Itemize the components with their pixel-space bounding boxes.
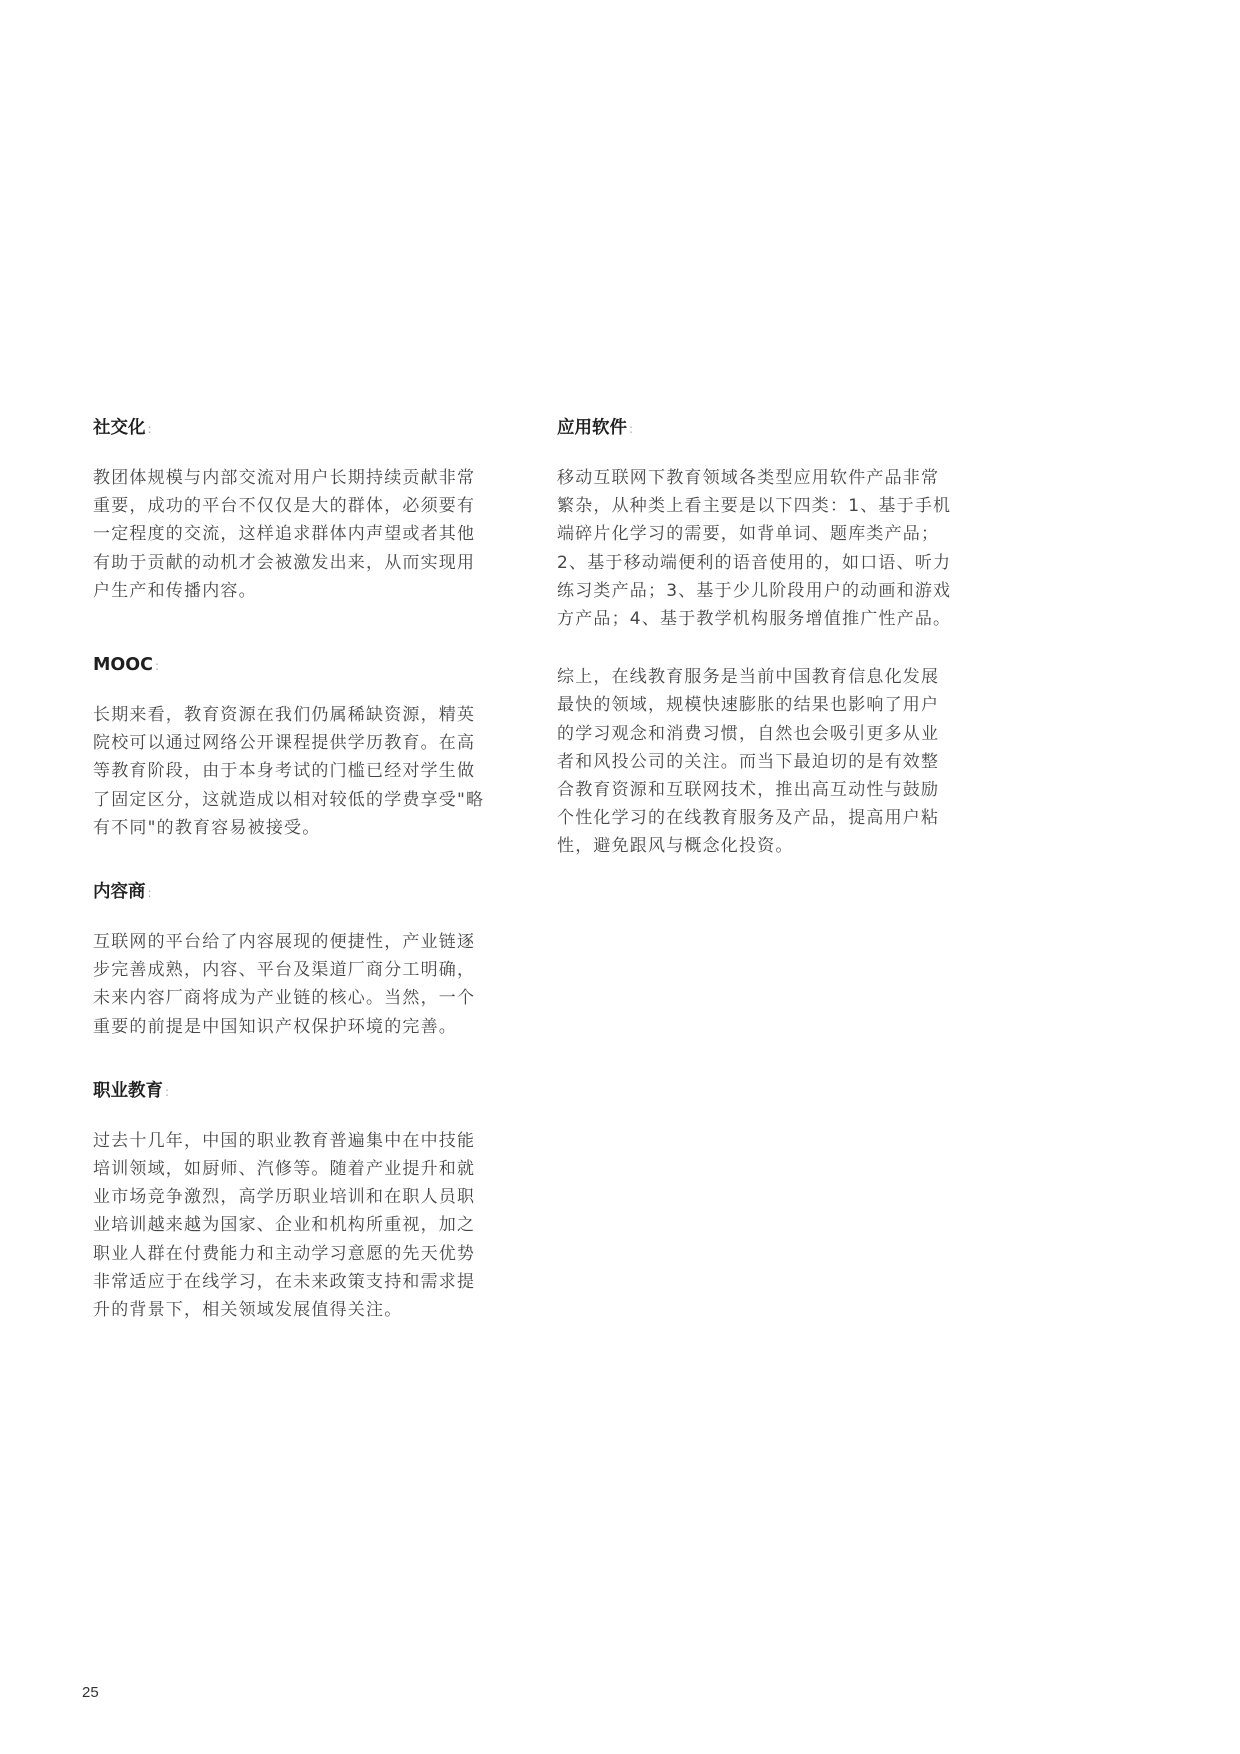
section-heading-apps [557, 416, 957, 441]
section-body-summary: 综上，在线教育服务是当前中国教育信息化发展最快的领域，规模快速膨胀的结果也影响了用户的学习观念和消费习惯，自然也会吸引更多从业者和风投公司的关注。而当下最迫切的是有效整合教育资源和互联网技术，推出高互动性与鼓励个性化学习的在线教育服务及产品，提高用户粘性，避免跟风与概念化投资。 [557, 667, 940, 857]
left-column [93, 416, 493, 1324]
section-heading-mooc [93, 653, 493, 678]
section-body-vocational: 过去十几年，中国的职业教育普遍集中在中技能培训领域，如厨师、汽修等。随着产业提升和就业市场竞争激烈，高学历职业培训和在职人员职业培训越来越为国家、企业和机构所重视，加之职业人群在付费能力和主动学习意愿的先天优势非常适应于在线学习，在未来政策支持和需求提升的背景下，相关领域发展值得关注。 [93, 1130, 476, 1321]
page-number: 25 [82, 1684, 99, 1701]
section-body-mooc: 长期来看，教育资源在我们仍属稀缺资源，精英院校可以通过网络公开课程提供学历教育。在高等教育阶段，由于本身考试的门槛已经对学生做了固定区分，这就造成以相对较低的学费享受"略有不同"的教育容易被接受。 [93, 705, 485, 838]
section-heading-social [93, 416, 493, 441]
heading-colon: : [155, 659, 160, 674]
heading-text: 职业教育 [93, 1080, 163, 1101]
heading-text: 社交化 [93, 418, 146, 438]
section-body-social: 教团体规模与内部交流对用户长期持续贡献非常重要，成功的平台不仅仅是大的群体，必须要有一定程度的交流，这样追求群体内声望或者其他有助于贡献的动机才会被激发出来，从而实现用户生产和传播内容。 [93, 468, 476, 601]
heading-colon: : [147, 422, 152, 436]
section-social [93, 416, 493, 605]
heading-colon: : [629, 422, 634, 436]
heading-text: MOOC [93, 655, 154, 676]
section-content-provider [93, 880, 493, 1041]
section-mooc [93, 653, 493, 842]
section-summary [557, 663, 957, 860]
heading-text: 应用软件 [557, 418, 627, 438]
heading-colon: : [165, 1084, 170, 1099]
section-heading-vocational [93, 1079, 493, 1104]
section-heading-content-provider [93, 880, 493, 905]
section-body-content-provider: 互联网的平台给了内容展现的便捷性，产业链逐步完善成熟，内容、平台及渠道厂商分工明确，未来内容厂商将成为产业链的核心。当然，一个重要的前提是中国知识产权保护环境的完善。 [93, 932, 476, 1037]
section-body-apps: 移动互联网下教育领域各类型应用软件产品非常繁杂，从种类上看主要是以下四类：1、基于手机端碎片化学习的需要，如背单词、题库类产品；2、基于移动端便利的语音使用的，如口语、听力练习类产品；3、基于少儿阶段用户的动画和游戏方产品；4、基于教学机构服务增值推广性产品。 [557, 468, 952, 630]
heading-text: 内容商 [93, 882, 146, 903]
right-column [557, 416, 957, 861]
section-vocational [93, 1079, 493, 1324]
section-apps [557, 416, 957, 633]
heading-colon: : [147, 886, 152, 901]
